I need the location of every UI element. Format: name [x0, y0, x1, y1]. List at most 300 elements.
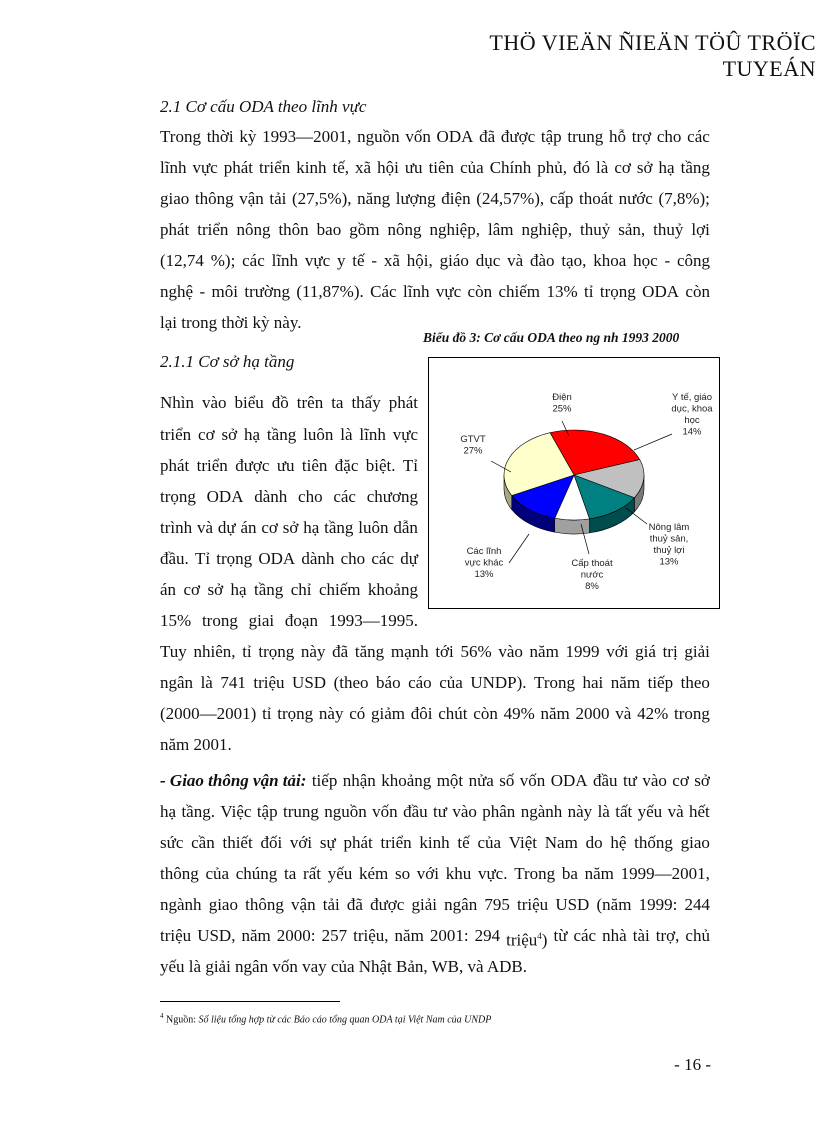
- word: (12,74: [160, 251, 204, 270]
- word: kinh: [419, 833, 450, 852]
- word: phát: [160, 456, 190, 475]
- word: 2001:: [429, 926, 469, 945]
- word: có: [349, 704, 366, 723]
- word: và: [615, 704, 632, 723]
- word: (11,87%).: [296, 282, 364, 301]
- word: còn: [467, 282, 493, 301]
- word: kém: [358, 864, 389, 883]
- word: dự: [217, 518, 236, 537]
- word: 49%: [503, 704, 535, 723]
- word: hội,: [406, 251, 433, 270]
- word: điện: [441, 189, 471, 208]
- pie-label-pct: 13%: [474, 569, 494, 580]
- word: trợ: [631, 127, 652, 146]
- page-number: - 16 -: [674, 1055, 711, 1074]
- word: vận: [239, 189, 264, 208]
- word: ): [541, 930, 548, 950]
- word: là: [340, 425, 353, 444]
- word: tỉ: [242, 642, 252, 661]
- word: 42%: [637, 704, 669, 723]
- word: giao: [160, 189, 190, 208]
- word: tạo,: [561, 251, 587, 270]
- word: nhiên,: [193, 642, 236, 661]
- word: đầu: [592, 771, 618, 790]
- text-line: [160, 864, 710, 884]
- word: lĩnh: [160, 158, 187, 177]
- word: các: [573, 926, 597, 945]
- word: tiên: [301, 456, 328, 475]
- word: -: [371, 251, 378, 270]
- word: 56%: [460, 642, 492, 661]
- word: triển: [259, 158, 291, 177]
- word: 15%: [160, 611, 192, 630]
- word: hội: [377, 158, 399, 177]
- word: 2000: [575, 704, 610, 723]
- pie-label: thuỷ lợi: [653, 545, 685, 556]
- word: Trong: [534, 673, 575, 692]
- word: tế: [352, 251, 365, 270]
- word: giải: [411, 895, 437, 914]
- word: trợ,: [655, 926, 680, 945]
- word: (24,57%),: [476, 189, 545, 208]
- word: thôn: [278, 220, 309, 239]
- word: triển: [196, 456, 228, 475]
- word: đôi: [410, 704, 433, 723]
- word: cho: [656, 127, 682, 146]
- word: tập: [540, 127, 562, 146]
- text-line: [160, 189, 710, 209]
- word: với: [606, 642, 629, 661]
- word: 257: [321, 926, 348, 945]
- word: ta: [331, 393, 344, 412]
- word: trên: [296, 393, 324, 412]
- pie-label: Điện: [552, 392, 572, 403]
- word: các: [371, 549, 394, 568]
- word: sở: [694, 771, 710, 790]
- word: trọng: [277, 704, 314, 723]
- word: phủ,: [537, 158, 568, 177]
- word: thiết: [222, 833, 253, 852]
- word: này: [567, 802, 593, 821]
- pie-leader-line: [509, 534, 529, 563]
- text-line: [160, 895, 710, 915]
- text-line: [160, 704, 710, 724]
- word: lĩnh: [271, 251, 299, 270]
- word: vốn: [519, 771, 546, 790]
- word: đồ: [271, 393, 289, 412]
- word: dành: [301, 549, 335, 568]
- word: vào: [642, 771, 667, 790]
- word: -: [199, 282, 206, 301]
- word: triển: [197, 220, 229, 239]
- text-line: yếu là giải ngân vốn vay của Nhật Bản, WB, và ADB.: [160, 957, 527, 976]
- word: vực.: [477, 864, 508, 883]
- word: cho: [298, 487, 323, 506]
- word: hạ: [658, 158, 675, 177]
- word: ta: [284, 864, 297, 883]
- word: (năm: [596, 895, 632, 914]
- word: cho: [340, 549, 366, 568]
- word: ngân: [160, 673, 194, 692]
- word: với: [289, 833, 313, 852]
- word: chủ: [685, 926, 710, 945]
- footnote-mark: 4: [160, 1012, 164, 1020]
- word: đoạn: [284, 611, 318, 630]
- word: theo: [680, 673, 710, 692]
- word: các: [333, 487, 356, 506]
- word: là: [597, 802, 610, 821]
- word: ODA: [642, 282, 680, 301]
- pie-label: Cấp thoát: [571, 558, 613, 569]
- word: triệu: [253, 673, 285, 692]
- footnote-text: Số liệu tổng hợp từ các Báo cáo tổng quan ODA tại Việt Nam của UNDP: [198, 1014, 492, 1026]
- word: hạ: [303, 518, 320, 537]
- word: hạ: [230, 580, 247, 599]
- text-line: [160, 549, 418, 569]
- word: khoa: [593, 251, 627, 270]
- word: triển: [380, 833, 412, 852]
- word: triệu: [506, 930, 538, 950]
- word: còn: [685, 282, 710, 301]
- word: trọng: [216, 549, 253, 568]
- word: yếu: [327, 864, 353, 883]
- word: các: [687, 127, 710, 146]
- word: 2000:: [276, 926, 316, 945]
- word: đã: [332, 642, 349, 661]
- word: triển: [160, 425, 192, 444]
- word: Trong: [514, 864, 556, 883]
- word: vực: [192, 158, 218, 177]
- word: nghiệp,: [521, 220, 573, 239]
- footnote-ref: 4: [537, 931, 542, 941]
- word: cơ: [614, 158, 631, 177]
- word: hạ: [160, 802, 177, 821]
- word: năm: [610, 673, 641, 692]
- word: và: [667, 802, 684, 821]
- word: %);: [210, 251, 236, 270]
- footnote-rule: [160, 1001, 340, 1002]
- word: tập: [256, 802, 278, 821]
- word: tải: [269, 189, 287, 208]
- word: cơ: [183, 580, 201, 599]
- word: tầng: [266, 425, 297, 444]
- word: hệ: [610, 833, 627, 852]
- word: tầng: [324, 518, 354, 537]
- word: tế,: [332, 158, 349, 177]
- word: tài: [632, 926, 650, 945]
- pie-chart: [428, 357, 720, 609]
- subsection-heading: 2.1.1 Cơ sở hạ tầng: [160, 352, 295, 371]
- pie-label-pct: 8%: [585, 581, 599, 592]
- word: lâm: [487, 220, 514, 239]
- word: đào: [529, 251, 555, 270]
- text-line: [160, 158, 710, 178]
- word: tế: [457, 833, 470, 852]
- word: trọng: [599, 282, 636, 301]
- pie-label-pct: 14%: [682, 426, 702, 438]
- word: đó: [573, 158, 591, 177]
- word: Tỉ: [402, 456, 418, 475]
- word: phân: [482, 802, 516, 821]
- word: trung: [567, 127, 604, 146]
- word: trình: [160, 518, 193, 537]
- word: luôn: [358, 518, 389, 537]
- pie-side-4: [555, 518, 590, 534]
- word: giao: [208, 895, 238, 914]
- word: (27,5%),: [292, 189, 352, 208]
- word: ngân: [444, 895, 478, 914]
- word: hạ: [243, 425, 261, 444]
- word: nông: [387, 220, 422, 239]
- word: thông: [194, 189, 234, 208]
- word: kinh: [296, 158, 327, 177]
- word: biệt.: [365, 456, 396, 475]
- word: dự: [400, 549, 418, 568]
- word: 294: [474, 926, 501, 945]
- word: Chính: [489, 158, 532, 177]
- word: Nhìn: [160, 393, 194, 412]
- word: sở: [636, 158, 653, 177]
- text-line: [160, 771, 710, 791]
- word: do: [585, 833, 603, 852]
- word: tỉ: [584, 282, 594, 301]
- word: vực: [435, 282, 462, 301]
- word: 1993—1995.: [328, 611, 418, 630]
- word: trọng: [160, 487, 196, 506]
- word: 1999:: [638, 895, 678, 914]
- word: giai: [248, 611, 275, 630]
- transport-lead: - Giao thông vận tải:: [160, 771, 307, 790]
- word: năm: [584, 864, 614, 883]
- word: của: [205, 864, 230, 883]
- word: 244: [684, 895, 710, 914]
- word: rất: [303, 864, 321, 883]
- text-line: [160, 456, 418, 476]
- word: phát: [223, 158, 254, 177]
- word: cơ: [198, 425, 215, 444]
- word: phát: [388, 393, 418, 412]
- text-line: [160, 611, 418, 631]
- text-line: [160, 518, 418, 538]
- word: hai: [582, 673, 604, 692]
- text-line: [160, 487, 418, 507]
- word: so: [394, 864, 411, 883]
- word: đầu.: [160, 549, 189, 568]
- text-line: [160, 802, 710, 822]
- word: tư: [622, 771, 637, 790]
- word: thấy: [351, 393, 381, 412]
- text-line: năm 2001.: [160, 735, 232, 754]
- word: ODA: [206, 487, 244, 506]
- text-line: [160, 282, 710, 302]
- word: vào: [201, 393, 227, 412]
- word: vốn: [405, 127, 431, 146]
- word: 795: [484, 895, 510, 914]
- word: Tuy: [160, 642, 187, 661]
- word: (theo: [333, 673, 369, 692]
- word: trường: [244, 282, 290, 301]
- word: sự: [319, 833, 336, 852]
- pie-label: Nông lâm: [648, 522, 690, 533]
- footnote-source-label: Nguồn:: [166, 1014, 196, 1026]
- word: giải: [684, 642, 710, 661]
- word: lĩnh: [403, 282, 430, 301]
- word: được: [500, 127, 536, 146]
- word: tỉ: [262, 704, 272, 723]
- word: lượng: [395, 189, 436, 208]
- word: khoảng: [381, 771, 432, 790]
- word: mạnh: [390, 642, 429, 661]
- word: y: [336, 251, 346, 270]
- word: chiếm: [498, 282, 541, 301]
- word: sản,: [618, 220, 646, 239]
- word: chút: [438, 704, 468, 723]
- word: dẫn: [393, 518, 418, 537]
- word: ODA: [258, 549, 296, 568]
- word: kỳ: [239, 127, 257, 146]
- word: cơ: [261, 518, 278, 537]
- text-line: [160, 926, 710, 951]
- word: với: [416, 864, 440, 883]
- word: cáo: [408, 673, 432, 692]
- word: và: [507, 251, 524, 270]
- word: đã: [346, 895, 363, 914]
- word: (2000—2001): [160, 704, 257, 723]
- word: ODA: [436, 127, 474, 146]
- word: thuỷ: [653, 220, 684, 239]
- word: dành: [254, 487, 288, 506]
- word: Việc: [220, 802, 252, 821]
- section-heading: 2.1 Cơ cấu ODA theo lĩnh vực: [160, 97, 367, 116]
- word: nhà: [602, 926, 627, 945]
- word: 1993—2001,: [262, 127, 352, 146]
- pie-label: GTVT: [460, 434, 486, 445]
- word: nguồn: [357, 127, 400, 146]
- word: khoảng: [367, 580, 418, 599]
- word: được: [370, 895, 405, 914]
- word: biểu: [234, 393, 264, 412]
- pie-label: học: [684, 415, 700, 426]
- word: khu: [445, 864, 472, 883]
- word: ngành: [160, 895, 202, 914]
- word: ưu: [276, 456, 295, 475]
- pie-label: nước: [580, 569, 604, 581]
- word: thông: [160, 864, 199, 883]
- word: thông: [245, 895, 284, 914]
- word: dục: [475, 251, 501, 270]
- word: nhận: [342, 771, 376, 790]
- word: (7,8%);: [658, 189, 710, 208]
- word: tiên: [428, 158, 455, 177]
- word: vực: [304, 251, 331, 270]
- word: phát: [343, 833, 373, 852]
- word: này: [300, 642, 326, 661]
- word: số: [499, 771, 515, 790]
- text-line: [160, 642, 710, 662]
- text-line: [160, 127, 710, 147]
- word: luôn: [303, 425, 334, 444]
- word: năm: [394, 926, 424, 945]
- word: năng: [357, 189, 391, 208]
- word: học: [633, 251, 658, 270]
- word: tầng: [254, 580, 284, 599]
- word: hết: [689, 802, 710, 821]
- word: Trong: [160, 127, 201, 146]
- word: môi: [211, 282, 238, 301]
- word: còn: [473, 704, 498, 723]
- word: vốn: [372, 802, 398, 821]
- word-with-ref: [506, 926, 547, 951]
- word: vực: [392, 425, 418, 444]
- pie-label: thuỷ sản,: [649, 533, 689, 545]
- word: sở: [207, 580, 224, 599]
- text-line: [160, 580, 418, 600]
- word: 1999—2001,: [620, 864, 710, 883]
- word: năm: [540, 704, 570, 723]
- word: trung: [283, 802, 319, 821]
- word: năm: [529, 642, 559, 661]
- text-line: [160, 251, 710, 271]
- word: của: [477, 833, 502, 852]
- word: tăng: [354, 642, 385, 661]
- word: lợi: [691, 220, 710, 239]
- word: trong: [201, 611, 238, 630]
- word: từ: [553, 926, 568, 945]
- word: Các: [370, 282, 397, 301]
- word: vào: [498, 642, 523, 661]
- word: gồm: [349, 220, 380, 239]
- word: cơ: [672, 771, 689, 790]
- word: xã: [383, 251, 400, 270]
- word: tiếp: [647, 673, 674, 692]
- word: tiếp: [311, 771, 338, 790]
- footnote: [160, 1012, 491, 1025]
- word: nguồn: [324, 802, 367, 821]
- word: các: [242, 251, 265, 270]
- text-line: [160, 425, 418, 445]
- word: USD,: [197, 926, 236, 945]
- text-line: [160, 220, 710, 240]
- word: năm: [241, 926, 271, 945]
- word: Nam: [544, 833, 578, 852]
- word: 13%: [546, 282, 578, 301]
- word: hỗ: [609, 127, 627, 146]
- word: sở: [282, 518, 299, 537]
- word: nước: [618, 189, 653, 208]
- word: của: [460, 158, 484, 177]
- pie-label-pct: 25%: [552, 403, 572, 415]
- text-line: [160, 673, 710, 693]
- pie-label: Các lĩnh: [466, 546, 502, 557]
- word: tầng: [680, 158, 710, 177]
- word: thuỷ: [580, 220, 611, 239]
- pie-label-pct: 13%: [659, 556, 679, 568]
- word: báo: [376, 673, 401, 692]
- word: án: [160, 580, 177, 599]
- word: một: [436, 771, 464, 790]
- word: Việt: [508, 833, 538, 852]
- word: chúng: [235, 864, 278, 883]
- word: giao: [680, 833, 710, 852]
- word: phát: [160, 220, 190, 239]
- word: giảm: [371, 704, 406, 723]
- word: UNDP).: [470, 673, 527, 692]
- word: đã: [479, 127, 496, 146]
- word: triệu,: [353, 926, 389, 945]
- word: chiếm: [318, 580, 361, 599]
- word: là: [596, 158, 609, 177]
- word: -: [664, 251, 671, 270]
